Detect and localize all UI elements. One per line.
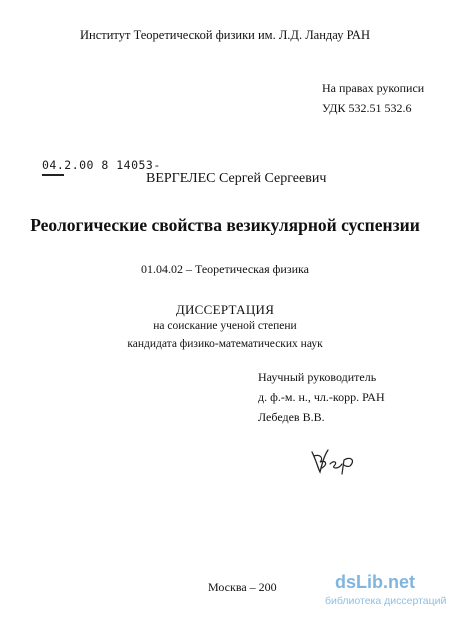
library-stamp-number: 04.2.00 8 14053- (42, 158, 161, 172)
document-type-label: ДИССЕРТАЦИЯ (175, 302, 275, 317)
degree-line-1: на соискание ученой степени (153, 320, 297, 332)
author-name: ВЕРГЕЛЕС Сергей Сергеевич (146, 171, 327, 186)
dslib-watermark (325, 572, 447, 612)
supervisor-name: Лебедев В.В. (258, 410, 325, 424)
institute-name: Институт Теоретической физики им. Л.Д. Ландау РАН (80, 28, 370, 42)
dissertation-title: Реологические свойства везикулярной суспензии (30, 215, 420, 235)
udk-code: УДК 532.51 532.6 (322, 101, 412, 115)
supervisor-label: Научный руководитель (258, 370, 377, 384)
city-and-year: Москва – 200 (208, 580, 277, 594)
specialty-code: 01.04.02 – Теоретическая физика (140, 262, 309, 276)
stamp-underline (42, 174, 64, 176)
degree-line-2: кандидата физико-математических наук (127, 338, 323, 350)
supervisor-rank: д. ф.-м. н., чл.-корр. РАН (258, 390, 385, 404)
watermark-subtitle: библиотека диссертаций (325, 595, 447, 607)
handwritten-signature (308, 446, 360, 476)
rights-notice: На правах рукописи (322, 81, 425, 95)
watermark-logo: dsLib.net (335, 572, 415, 592)
